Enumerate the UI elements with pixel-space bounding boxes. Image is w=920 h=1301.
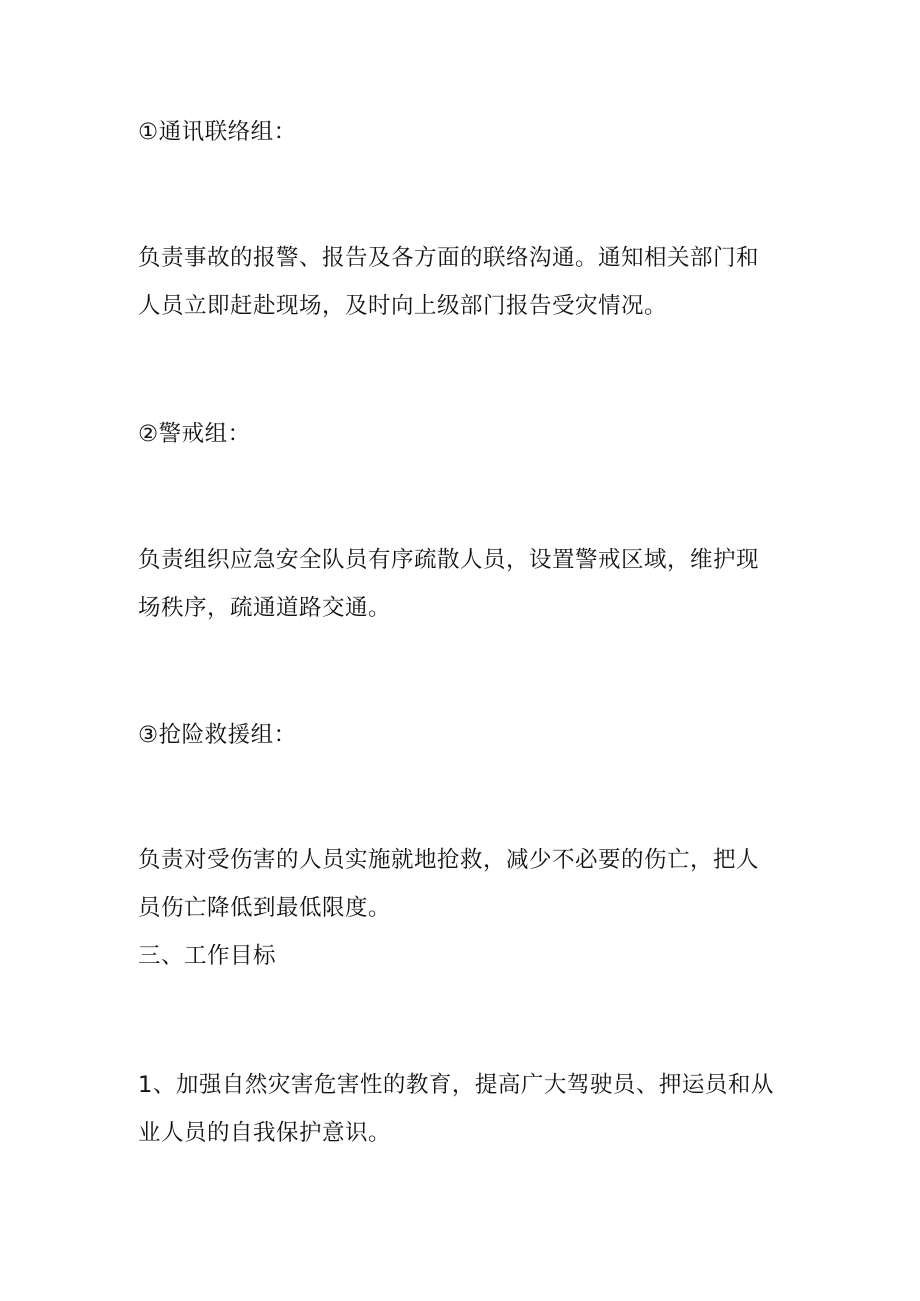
paragraph-line: 员伤亡降低到最低限度。 [138,895,392,921]
paragraph-line: 负责事故的报警、报告及各方面的联络沟通。通知相关部门和 [138,245,760,271]
section-title: 三、工作目标 [138,943,277,969]
list-item: 1、加强自然灾害危害性的教育，提高广大驾驶员、押运员和从 [138,1072,774,1098]
heading-rescue-group: ③抢险救援组： [138,722,297,748]
heading-security-group: ②警戒组： [138,421,251,447]
paragraph-line: 场秩序，疏通道路交通。 [138,595,392,621]
paragraph-line: 负责对受伤害的人员实施就地抢救，减少不必要的伤亡，把人 [138,847,760,873]
paragraph-line: 负责组织应急安全队员有序疏散人员，设置警戒区域，维护现 [138,547,760,573]
list-item-continuation: 业人员的自我保护意识。 [138,1120,392,1146]
heading-communication-group: ①通讯联络组： [138,119,297,145]
paragraph-line: 人员立即赶赴现场，及时向上级部门报告受灾情况。 [138,293,668,319]
